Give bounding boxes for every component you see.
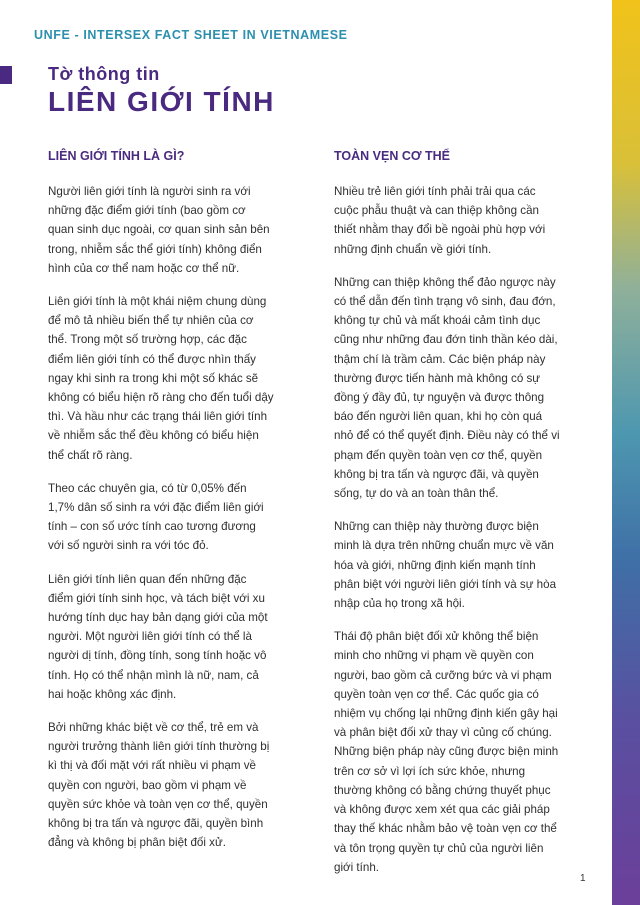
right-heading: TOÀN VẸN CƠ THỂ bbox=[334, 149, 450, 163]
fact-sheet-header: UNFE - INTERSEX FACT SHEET IN VIETNAMESE bbox=[34, 28, 348, 42]
title-subtitle: Tờ thông tin bbox=[48, 64, 160, 84]
left-paragraph-4: Liên giới tính liên quan đến những đặc điểm giới tính sinh học, và tách biệt với xu hướng tính dục hay bản dạng giới của một người. Một người liên giới tính có thể là người dị tính, đồng tính, song tính hoặc vô tính. Họ có thể nhận mình là nữ, nam, cả hai hoặc không xác định. bbox=[48, 572, 268, 701]
page-number: 1 bbox=[580, 873, 586, 884]
right-paragraph-1: Nhiều trẻ liên giới tính phải trải qua các cuộc phẫu thuật và can thiệp không cần thiết nhằm thay đổi bề ngoài phù hợp với những định chuẩn về giới tính. bbox=[334, 185, 546, 256]
title-accent-block bbox=[0, 66, 12, 84]
left-paragraph-2: Liên giới tính là một khái niệm chung dùng để mô tả nhiều biến thể tự nhiên của cơ thể. Trong một số trường hợp, các đặc điểm liên giới tính có thể được nhìn thấy ngay khi sinh ra trong khi một số khác sẽ không có biểu hiện rõ ràng cho đến tuổi dậy thì. Và hầu như các trạng thái liên giới tính về nhiễm sắc thể đều không có biểu hiện thể chất rõ ràng. bbox=[48, 295, 274, 462]
left-paragraph-1: Người liên giới tính là người sinh ra với những đặc điểm giới tính (bao gồm cơ quan sinh dục ngoài, cơ quan sinh sản bên trong, nhiễm sắc thể giới tính) không điển hình của cơ thể nam hoặc cơ thể nữ. bbox=[48, 185, 270, 275]
page-title: LIÊN GIỚI TÍNH bbox=[48, 86, 275, 117]
right-paragraph-4: Thái độ phân biệt đối xử không thể biện minh cho những vi phạm về quyền con người, bao gồm cả cưỡng bức và vi phạm quyền toàn vẹn cơ thể. Các quốc gia có nhiệm vụ chống lại những định kiến gây hại và phân biệt đối xử thay vì củng cố chúng. Những biện pháp này cũng được biện minh trên cơ sở vì lợi ích sức khỏe, nhưng thường không có bằng chứng thuyết phục và không được xem xét qua các giải pháp thay thế khác nhằm bảo vệ toàn vẹn cơ thể và tôn trọng quyền tự chủ của người liên giới tính. bbox=[334, 630, 559, 874]
left-paragraph-3: Theo các chuyên gia, có từ 0,05% đến 1,7% dân số sinh ra với đặc điểm liên giới tính – con số ước tính cao tương đương với số người sinh ra với tóc đỏ. bbox=[48, 481, 264, 553]
right-column bbox=[334, 148, 560, 891]
left-heading: LIÊN GIỚI TÍNH LÀ GÌ? bbox=[48, 149, 185, 163]
decorative-gradient-stripe bbox=[612, 0, 640, 905]
right-paragraph-2: Những can thiệp không thể đảo ngược này có thể dẫn đến tình trạng vô sinh, đau đớn, không tự chủ và mất khoái cảm tình dục cũng như những đau đớn tinh thần kéo dài, thậm chí là trầm cảm. Các biện pháp này thường được tiến hành mà không có sự đồng ý đầy đủ, tự nguyện và được thông báo đến người liên quan, khi họ còn quá nhỏ để có thể quyết định. Điều này có thể vi phạm đến quyền toàn vẹn cơ thể, quyền không bị tra tấn và ngược đãi, và quyền sống, tự do và an toàn thân thể. bbox=[334, 275, 560, 501]
left-paragraph-5: Bởi những khác biệt về cơ thể, trẻ em và người trưởng thành liên giới tính thường bị kì thị và đối mặt với rất nhiều vi phạm về quyền con người, bao gồm vi phạm về quyền sức khỏe và toàn vẹn cơ thể, quyền không bị tra tấn và ngược đãi, quyền bình đẳng và không bị phân biệt đối xử. bbox=[48, 721, 270, 850]
left-column bbox=[48, 148, 274, 867]
right-paragraph-3: Những can thiệp này thường được biện minh là dựa trên những chuẩn mực về văn hóa và giới, những định kiến mạnh tính phân biệt với người liên giới tính và sự hòa nhập của họ trong xã hội. bbox=[334, 520, 557, 611]
